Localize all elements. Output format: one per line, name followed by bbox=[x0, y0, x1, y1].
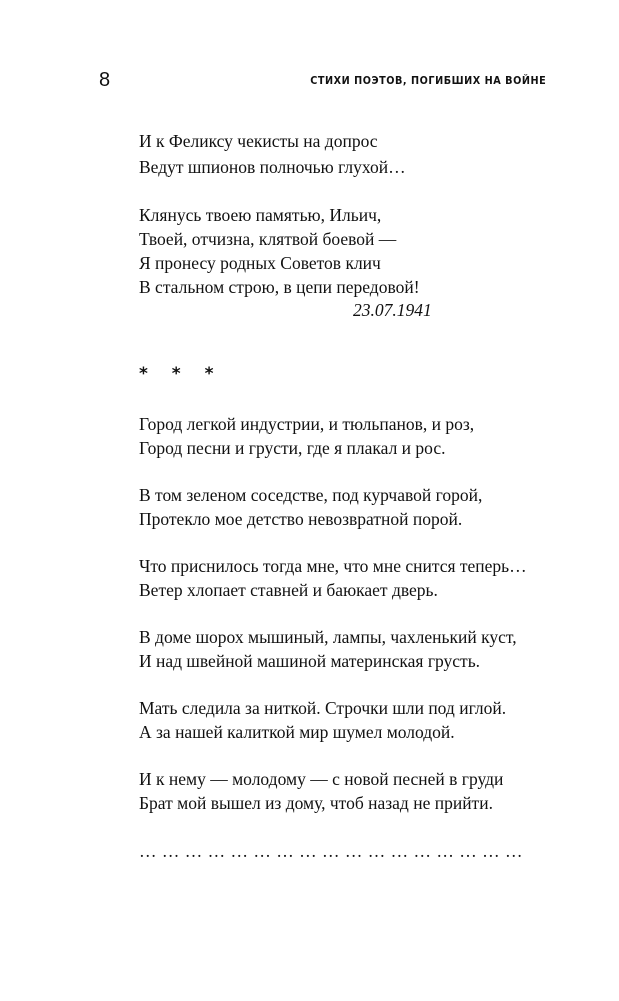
poem1-line-4: Твоей, отчизна, клятвой боевой — bbox=[139, 229, 397, 249]
section-separator: * * * bbox=[139, 364, 223, 384]
running-head: СТИХИ ПОЭТОВ, ПОГИБШИХ НА ВОЙНЕ bbox=[309, 74, 546, 87]
poem2-line-2: Город песни и грусти, где я плакал и рос. bbox=[139, 438, 446, 458]
poem2-line-3: В том зеленом соседстве, под курчавой горой, bbox=[139, 485, 483, 505]
page-number: 8 bbox=[99, 69, 111, 91]
poem2-line-6: Ветер хлопает ставней и баюкает дверь. bbox=[139, 580, 438, 600]
poem1-line-1: И к Феликсу чекисты на допрос bbox=[139, 131, 378, 151]
poem1-line-2: Ведут шпионов полночью глухой… bbox=[139, 157, 406, 177]
poem2-line-7: В доме шорох мышиный, лампы, чахленький куст, bbox=[139, 627, 517, 647]
poem1-line-3: Клянусь твоею памятью, Ильич, bbox=[139, 205, 382, 225]
poem2-line-5: Что приснилось тогда мне, что мне снится теперь… bbox=[139, 556, 527, 576]
ellipsis-line: … … … … … … … … … … … … … … … … … bbox=[139, 841, 523, 861]
poem2-line-10: А за нашей калиткой мир шумел молодой. bbox=[139, 722, 455, 742]
poem1-line-5: Я пронесу родных Советов клич bbox=[139, 253, 381, 273]
poem2-line-8: И над швейной машиной материнская грусть. bbox=[139, 651, 481, 671]
poem2-line-9: Мать следила за ниткой. Строчки шли под иглой. bbox=[139, 698, 507, 718]
poem2-line-11: И к нему — молодому — с новой песней в груди bbox=[139, 769, 504, 789]
poem2-line-1: Город легкой индустрии, и тюльпанов, и роз, bbox=[139, 414, 475, 434]
poem1-date: 23.07.1941 bbox=[353, 300, 432, 320]
poem2-line-12: Брат мой вышел из дому, чтоб назад не прийти. bbox=[139, 793, 493, 813]
poem2-line-4: Протекло мое детство невозвратной порой. bbox=[139, 509, 463, 529]
poem1-line-6: В стальном строю, в цепи передовой! bbox=[139, 277, 420, 297]
